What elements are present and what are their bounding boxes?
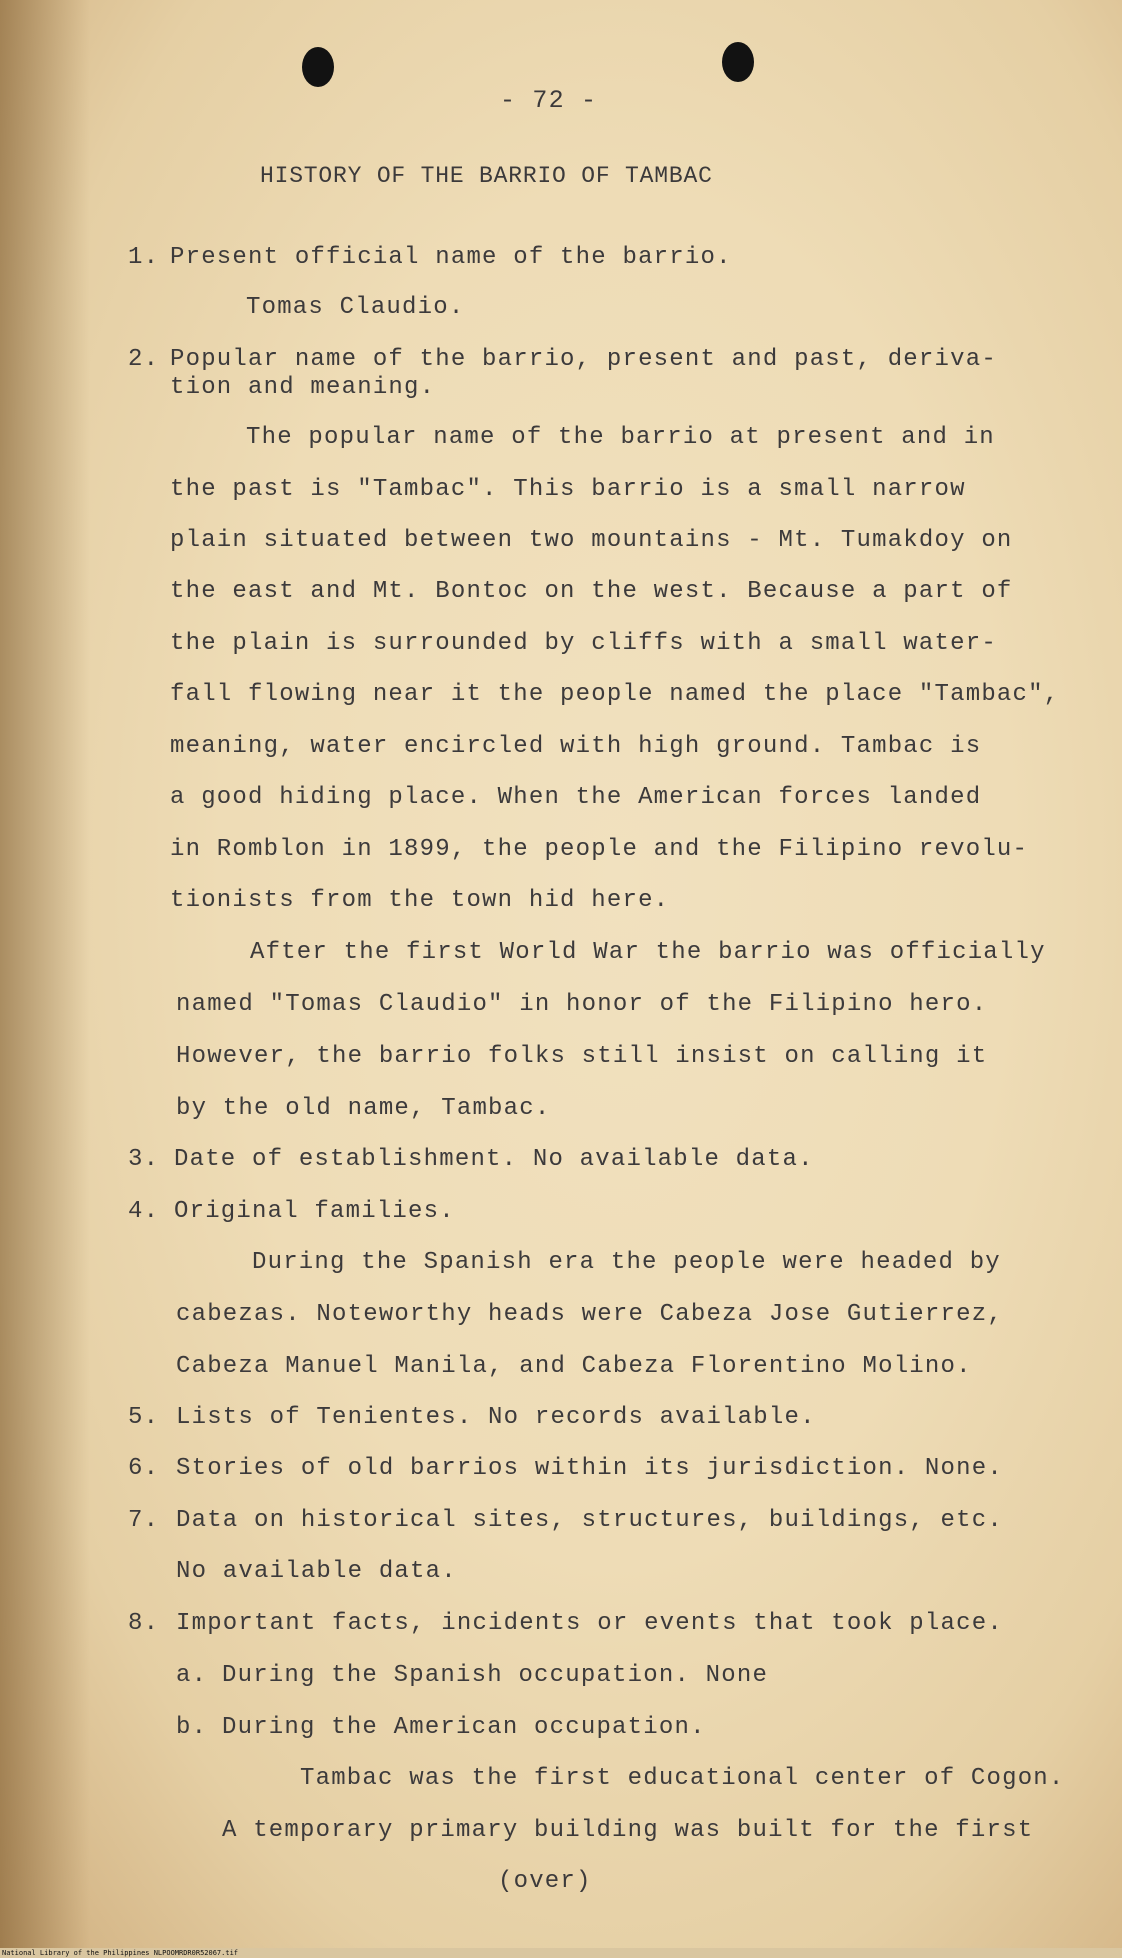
paragraph-line: Tambac was the first educational center of Cogon.	[300, 1765, 1065, 1792]
paragraph-line: meaning, water encircled with high ground. Tambac is	[170, 733, 982, 760]
item-heading-cont: No available data.	[176, 1558, 457, 1585]
paragraph-line: tionists from the town hid here.	[170, 887, 670, 914]
item-heading: Important facts, incidents or events that took place.	[176, 1610, 1003, 1637]
paragraph-line: the plain is surrounded by cliffs with a small water-	[170, 630, 997, 657]
item-number: 2.	[128, 346, 160, 373]
paragraph-line: named "Tomas Claudio" in honor of the Filipino hero.	[176, 991, 988, 1018]
item-number: 6.	[128, 1455, 160, 1482]
item-heading: Date of establishment. No available data.	[174, 1146, 814, 1173]
punch-hole-left	[302, 47, 334, 87]
item-number: 8.	[128, 1610, 160, 1637]
item-heading: Stories of old barrios within its jurisdiction. None.	[176, 1455, 1003, 1482]
scan-footer: National Library of the Philippines NLPOOMRDR0R52067.tif	[2, 1949, 239, 1957]
sub-item-text: During the Spanish occupation. None	[222, 1662, 769, 1689]
item-heading: Original families.	[174, 1198, 455, 1225]
paragraph-line: by the old name, Tambac.	[176, 1095, 551, 1122]
item-heading: Lists of Tenientes. No records available.	[176, 1404, 816, 1431]
sub-item-label: b.	[176, 1714, 208, 1741]
item-number: 5.	[128, 1404, 160, 1431]
item-number: 1.	[128, 244, 160, 271]
paragraph-line: plain situated between two mountains - Mt. Tumakdoy on	[170, 527, 1013, 554]
item-heading: Popular name of the barrio, present and past, deriva-	[170, 346, 997, 373]
page-shadow	[0, 0, 90, 1948]
paragraph-line: the east and Mt. Bontoc on the west. Because a part of	[170, 578, 1013, 605]
paragraph-line: During the Spanish era the people were headed by	[252, 1249, 1001, 1276]
paragraph-line: the past is "Tambac". This barrio is a small narrow	[170, 476, 966, 503]
page-number: - 72 -	[500, 86, 598, 115]
paragraph-line: However, the barrio folks still insist on calling it	[176, 1043, 988, 1070]
paragraph-line: Cabeza Manuel Manila, and Cabeza Florentino Molino.	[176, 1353, 972, 1380]
item-heading: Present official name of the barrio.	[170, 244, 732, 271]
paragraph-line: A temporary primary building was built for the first	[222, 1817, 1034, 1844]
paragraph-line: fall flowing near it the people named the place "Tambac",	[170, 681, 1060, 708]
over-note: (over)	[498, 1868, 592, 1895]
paragraph-line: After the first World War the barrio was officially	[250, 939, 1046, 966]
sub-item-text: During the American occupation.	[222, 1714, 706, 1741]
document-title: HISTORY OF THE BARRIO OF TAMBAC	[260, 163, 713, 189]
paragraph-line: a good hiding place. When the American forces landed	[170, 784, 982, 811]
item-number: 4.	[128, 1198, 160, 1225]
item-number: 3.	[128, 1146, 160, 1173]
official-name: Tomas Claudio.	[246, 294, 465, 321]
paragraph-line: cabezas. Noteworthy heads were Cabeza Jose Gutierrez,	[176, 1301, 1003, 1328]
paragraph-line: The popular name of the barrio at present and in	[246, 424, 995, 451]
paragraph-line: in Romblon in 1899, the people and the Filipino revolu-	[170, 836, 1029, 863]
punch-hole-right	[722, 42, 754, 82]
item-heading-cont: tion and meaning.	[170, 374, 436, 401]
item-heading: Data on historical sites, structures, buildings, etc.	[176, 1507, 1003, 1534]
sub-item-label: a.	[176, 1662, 208, 1689]
item-number: 7.	[128, 1507, 160, 1534]
